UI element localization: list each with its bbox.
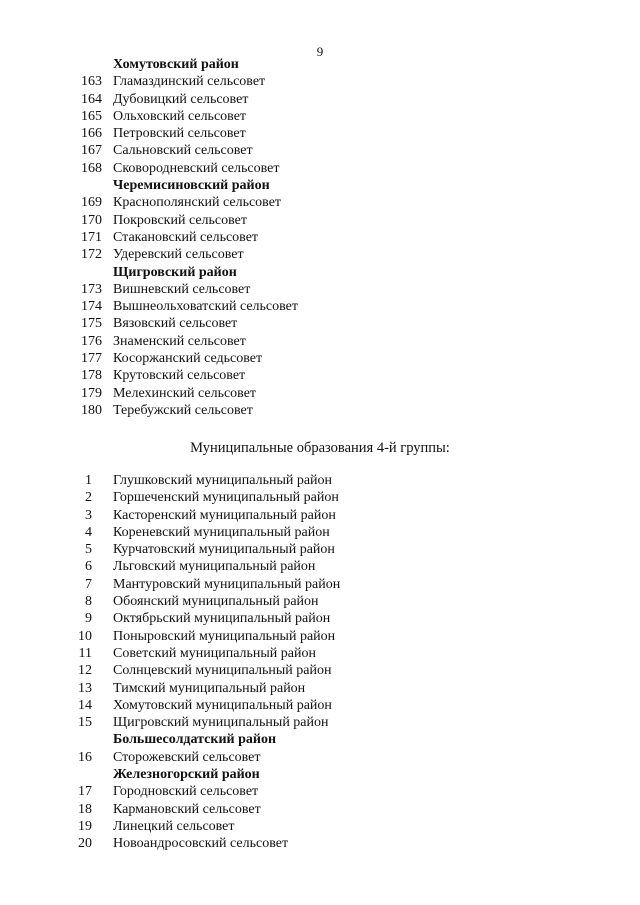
list-item [0,714,640,731]
list-item [0,489,640,506]
item-number: 11 [78,645,92,661]
item-name: Крутовский сельсовет [113,368,246,384]
list-item [0,142,640,159]
list-item [0,350,640,367]
item-name: Касторенский муниципальный район [113,507,336,523]
item-number: 19 [78,818,92,834]
item-number: 179 [81,385,102,401]
list-item [0,385,640,402]
list-item [0,680,640,697]
item-name: Вышнеольховатский сельсовет [113,299,298,315]
list-item [0,472,640,489]
item-name: Косоржанский седьсовет [113,351,263,367]
item-number: 18 [78,801,92,817]
item-name: Мелехинский сельсовет [113,385,257,401]
item-name: Тимский муниципальный район [113,680,306,696]
item-number: 14 [78,697,92,713]
item-name: Линецкий сельсовет [113,818,235,834]
district-header [0,56,640,73]
item-number: 163 [81,74,102,90]
item-number: 164 [81,91,102,107]
list-item [0,835,640,852]
item-number: 165 [81,108,102,124]
item-number: 180 [81,402,102,418]
list-item [0,333,640,350]
item-name: Знаменский сельсовет [113,333,246,349]
list-item [0,783,640,800]
list-item [0,91,640,108]
item-name: Глушковский муниципальный район [113,473,333,488]
item-number: 174 [81,299,102,315]
district-name: Большесолдатский район [113,732,277,748]
item-name: Краснополянский сельсовет [113,195,282,211]
list-item [0,125,640,142]
district-name: Щигровский район [113,264,237,280]
list-item [0,801,640,818]
item-name: Сальновский сельсовет [113,143,253,159]
item-name: Удеревский сельсовет [113,247,244,263]
item-name: Советский муниципальный район [113,645,316,661]
section-title: Муниципальные образования 4-й группы: [190,440,450,456]
item-name: Поныровский муниципальный район [113,628,336,644]
item-number: 172 [81,247,102,263]
list-item [0,610,640,627]
item-name: Городновский сельсовет [113,784,259,800]
item-number: 7 [85,576,92,592]
item-name: Гламаздинский сельсовет [113,74,266,90]
district-header [0,766,640,783]
item-name: Обоянский муниципальный район [113,594,319,610]
item-number: 9 [85,611,92,627]
item-number: 170 [81,212,102,228]
list-item [0,212,640,229]
item-name: Сторожевский сельсовет [113,749,261,765]
district-name: Хомутовский район [113,57,239,72]
list-item [0,697,640,714]
group-4-list [0,472,640,853]
item-number: 178 [81,368,102,384]
item-number: 13 [78,680,92,696]
item-number: 2 [85,490,92,506]
list-item [0,628,640,645]
list-item [0,194,640,211]
list-item [0,367,640,384]
district-header [0,264,640,281]
list-item [0,818,640,835]
list-item [0,298,640,315]
item-number: 1 [85,473,92,488]
list-item [0,108,640,125]
item-name: Покровский сельсовет [113,212,247,228]
item-number: 166 [81,126,102,142]
list-item [0,645,640,662]
list-item [0,160,640,177]
item-name: Новоандросовский сельсовет [113,836,289,852]
item-name: Дубовицкий сельсовет [113,91,249,107]
district-name: Железногорский район [113,767,260,783]
item-name: Ольховский сельсовет [113,108,247,124]
page-number: 9 [316,44,324,59]
list-item [0,749,640,766]
group-3-list [0,56,640,419]
list-item [0,246,640,263]
district-header [0,731,640,748]
list-item [0,315,640,332]
list-item [0,558,640,575]
list-item [0,576,640,593]
list-item [0,73,640,90]
item-number: 12 [78,663,92,679]
item-name: Сковородневский сельсовет [113,160,280,176]
list-item [0,593,640,610]
item-number: 175 [81,316,102,332]
item-number: 17 [78,784,92,800]
item-name: Петровский сельсовет [113,126,246,142]
item-number: 168 [81,160,102,176]
item-number: 4 [85,524,92,540]
item-name: Курчатовский муниципальный район [113,542,335,558]
item-number: 177 [81,351,102,367]
item-name: Солнцевский муниципальный район [113,663,332,679]
item-name: Кармановский сельсовет [113,801,261,817]
item-number: 176 [81,333,102,349]
list-item [0,402,640,419]
list-item [0,507,640,524]
item-name: Октябрьский муниципальный район [113,611,331,627]
item-number: 16 [78,749,92,765]
item-number: 167 [81,143,102,159]
item-name: Теребужский сельсовет [113,402,253,418]
item-number: 20 [78,836,92,852]
list-item [0,541,640,558]
list-item [0,281,640,298]
item-number: 173 [81,281,102,297]
item-number: 10 [78,628,92,644]
item-name: Вязовский сельсовет [113,316,238,332]
district-header [0,177,640,194]
item-name: Щигровский муниципальный район [113,715,329,731]
list-item [0,229,640,246]
item-name: Стакановский сельсовет [113,229,259,245]
list-item [0,662,640,679]
item-number: 5 [85,542,92,558]
item-number: 3 [85,507,92,523]
item-name: Мантуровский муниципальный район [113,576,341,592]
item-number: 169 [81,195,102,211]
item-name: Кореневский муниципальный район [113,524,330,540]
item-name: Горшеченский муниципальный район [113,490,339,506]
district-name: Черемисиновский район [113,178,270,194]
item-number: 171 [81,229,102,245]
item-name: Вишневский сельсовет [113,281,251,297]
item-number: 8 [85,594,92,610]
list-item [0,524,640,541]
item-name: Хомутовский муниципальный район [113,697,332,713]
item-number: 6 [85,559,92,575]
item-number: 15 [78,715,92,731]
item-name: Льговский муниципальный район [113,559,316,575]
